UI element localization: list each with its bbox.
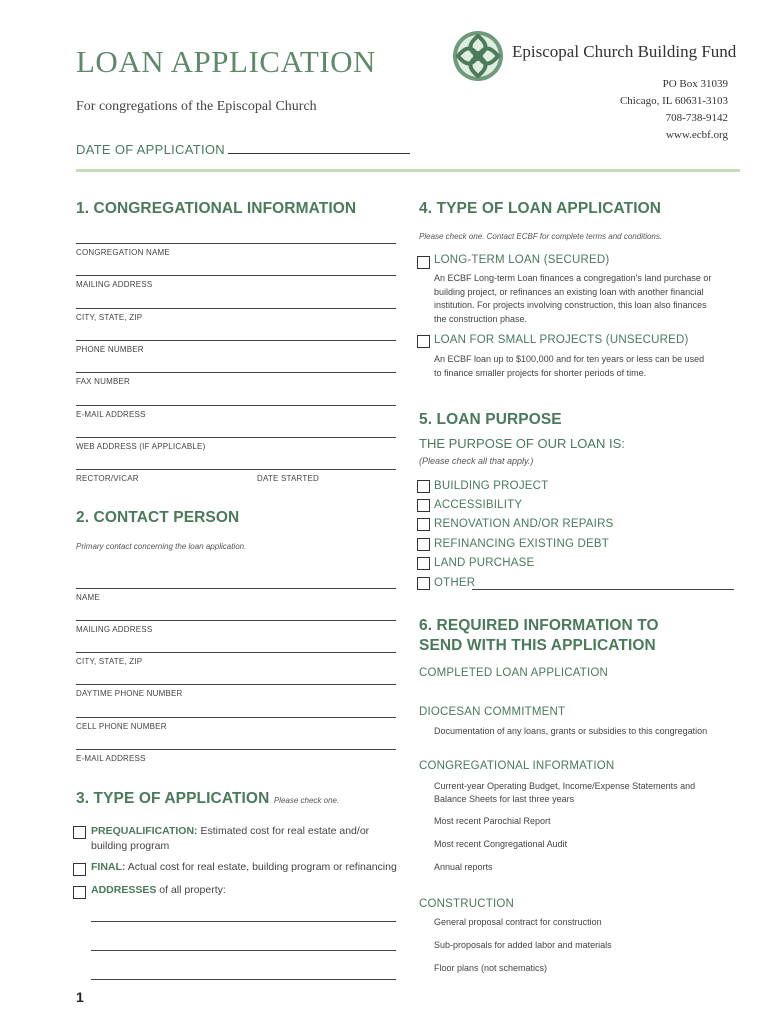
contact-cell-phone-field[interactable] [76,717,396,731]
field-label: E-MAIL ADDRESS [76,410,146,419]
renovation-checkbox[interactable] [417,518,430,531]
prequalification-option [91,824,369,854]
diocesan-item: Documentation of any loans, grants or subsidies to this congregation [434,726,708,736]
date-label: DATE OF APPLICATION [76,142,225,157]
org-phone: 708-738-9142 [665,112,728,124]
constr-item-contract: General proposal contract for construction [434,917,602,927]
field-label: CELL PHONE NUMBER [76,722,167,731]
desc-line: the construction phase. [434,313,528,324]
contact-email-field[interactable] [76,749,396,763]
accessibility-label: ACCESSIBILITY [434,499,523,511]
section5-heading: 5. LOAN PURPOSE [419,411,562,428]
addresses-checkbox[interactable] [73,886,86,899]
contact-daytime-phone-field[interactable] [76,684,396,698]
field-label: MAILING ADDRESS [76,280,153,289]
field-label: WEB ADDRESS (IF APPLICABLE) [76,442,206,451]
section3-note: Please check one. [273,796,340,805]
address-line-2[interactable] [91,950,396,951]
construction-heading: CONSTRUCTION [419,898,515,910]
cong-item-audit: Most recent Congregational Audit [434,839,568,849]
address-line-3[interactable] [91,979,396,980]
field-label: FAX NUMBER [76,377,131,386]
section3-heading: 3. TYPE OF APPLICATION [76,790,270,807]
diocesan-commitment-heading: DIOCESAN COMMITMENT [419,706,566,718]
building-project-checkbox[interactable] [417,480,430,493]
cong-item-annual-reports: Annual reports [434,862,493,872]
option-label: ADDRESSES [91,884,157,896]
section4-note: Please check one. Contact ECBF for complete terms and conditions. [419,232,663,241]
org-name: Episcopal Church Building Fund [512,42,737,61]
page-subtitle: For congregations of the Episcopal Church [76,99,317,114]
congregation-email-field[interactable] [76,405,396,419]
field-label: CONGREGATION NAME [76,248,170,257]
accessibility-checkbox[interactable] [417,499,430,512]
section3-header [76,790,339,808]
building-project-label: BUILDING PROJECT [434,480,549,492]
org-contact-info [620,76,728,144]
land-purchase-label: LAND PURCHASE [434,557,535,569]
desc-line: building project, or refinances an existing loan with another financial [434,286,704,297]
small-projects-loan-checkbox[interactable] [417,335,430,348]
option-text-2: building program [91,840,170,852]
other-field[interactable] [472,589,734,590]
contact-city-state-zip-field[interactable] [76,652,396,666]
desc-line: to finance smaller projects for shorter periods of time. [434,367,647,378]
other-checkbox[interactable] [417,577,430,590]
congregation-web-field[interactable] [76,437,396,451]
final-option [91,861,397,873]
section6-heading-line2: SEND WITH THIS APPLICATION [419,637,656,654]
congregation-mailing-address-field[interactable] [76,275,396,289]
refinancing-checkbox[interactable] [417,538,430,551]
congregation-name-field[interactable] [76,243,396,257]
section4-heading: 4. TYPE OF LOAN APPLICATION [419,200,662,217]
option-label: PREQUALIFICATION: [91,825,198,837]
contact-mailing-address-field[interactable] [76,620,396,634]
section2-heading: 2. CONTACT PERSON [76,509,240,526]
field-label: CITY, STATE, ZIP [76,657,143,666]
long-term-loan-description [434,272,734,326]
desc-line: An ECBF Long-term Loan finances a congregation's land purchase or [434,273,712,283]
address-line-1[interactable] [91,921,396,922]
small-projects-loan-label: LOAN FOR SMALL PROJECTS (UNSECURED) [434,334,689,346]
constr-item-subproposals: Sub-proposals for added labor and materials [434,940,612,950]
desc-line: An ECBF loan up to $100,000 and for ten years or less can be used [434,354,705,364]
constr-item-floor-plans: Floor plans (not schematics) [434,963,548,973]
page-number: 1 [76,989,84,1005]
field-label: E-MAIL ADDRESS [76,754,146,763]
rector-label: RECTOR/VICAR [76,474,139,483]
date-started-label: DATE STARTED [257,474,319,483]
long-term-loan-label: LONG-TERM LOAN (SECURED) [434,254,610,266]
org-po-box: PO Box 31039 [662,78,728,90]
prequalification-checkbox[interactable] [73,826,86,839]
refinancing-label: REFINANCING EXISTING DEBT [434,538,609,550]
field-label: DAYTIME PHONE NUMBER [76,689,183,698]
cong-item-parochial-report: Most recent Parochial Report [434,816,551,826]
header-divider [76,169,740,172]
congregational-information-heading: CONGREGATIONAL INFORMATION [419,760,615,772]
cong-item-financials [434,780,695,806]
final-checkbox[interactable] [73,863,86,876]
section5-note: (Please check all that apply.) [419,456,534,466]
field-label: NAME [76,593,100,602]
org-city: Chicago, IL 60631-3103 [619,95,728,107]
date-of-application [76,141,410,157]
section6-heading [419,616,659,656]
page-title: LOAN APPLICATION [76,44,376,79]
renovation-label: RENOVATION AND/OR REPAIRS [434,518,614,530]
field-label: PHONE NUMBER [76,345,144,354]
land-purchase-checkbox[interactable] [417,557,430,570]
contact-name-field[interactable] [76,588,396,602]
field-label: CITY, STATE, ZIP [76,313,143,322]
congregation-phone-field[interactable] [76,340,396,354]
small-projects-loan-description [434,353,734,380]
org-website[interactable]: www.ecbf.org [665,129,728,141]
other-label: OTHER [434,577,476,589]
option-text: Actual cost for real estate, building program or refinancing [127,861,397,873]
celtic-cross-logo-icon [452,30,504,82]
date-field[interactable] [228,141,410,154]
section2-note: Primary contact concerning the loan application. [76,542,247,551]
section5-subheading: THE PURPOSE OF OUR LOAN IS: [419,436,625,451]
cong-item-line: Balance Sheets for last three years [434,794,575,804]
option-text: of all property: [159,884,226,896]
option-text: Estimated cost for real estate and/or [200,825,370,837]
long-term-loan-checkbox[interactable] [417,256,430,269]
addresses-option [91,884,226,896]
congregation-fax-field[interactable] [76,372,396,386]
section6-heading-line1: 6. REQUIRED INFORMATION TO [419,617,659,634]
congregation-city-state-zip-field[interactable] [76,308,396,322]
field-label: MAILING ADDRESS [76,625,153,634]
section1-heading: 1. CONGREGATIONAL INFORMATION [76,200,357,217]
desc-line: institution. For projects involving construction, this loan also finances [434,300,707,310]
completed-application-heading: COMPLETED LOAN APPLICATION [419,667,609,679]
rector-vicar-field[interactable] [76,469,396,483]
option-label: FINAL: [91,861,126,873]
cong-item-line: Current-year Operating Budget, Income/Expense Statements and [434,781,696,791]
